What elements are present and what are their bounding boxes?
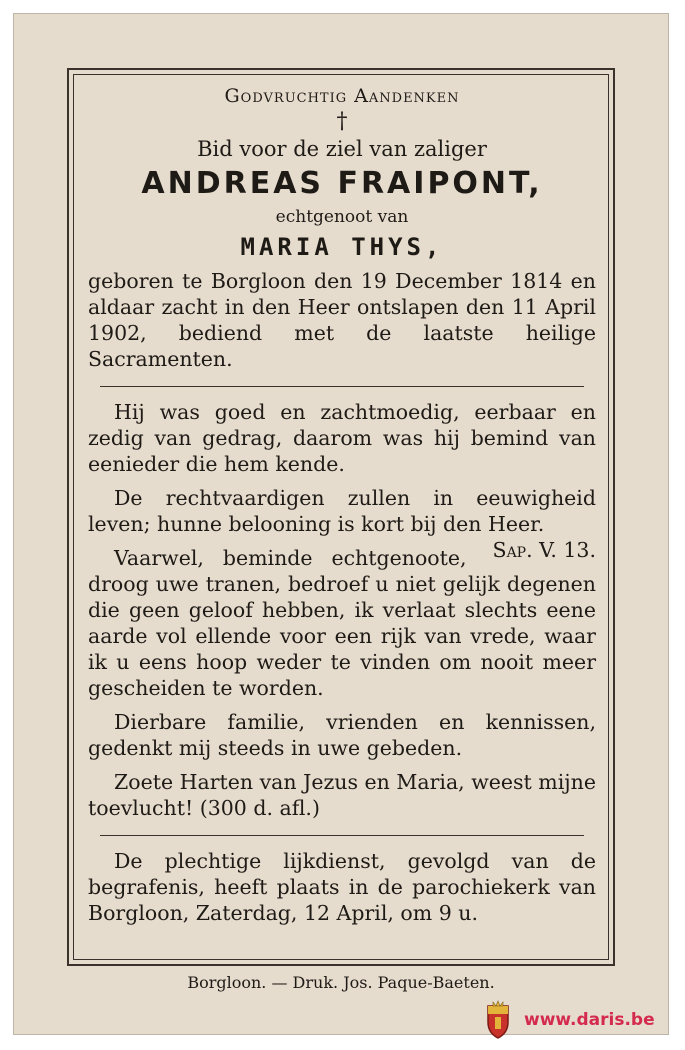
family-text: Dierbare familie, vrienden en kennissen, gedenkt mij steeds in uwe gebeden.	[88, 710, 596, 760]
pray-line: Bid voor de ziel van zaliger	[197, 137, 487, 161]
spouse-of-label: echtgenoot van	[275, 207, 409, 227]
printer-imprint: Borgloon. — Druk. Jos. Paque-Baeten.	[187, 973, 495, 992]
spouse-name: MARIA THYS,	[240, 233, 444, 261]
card-content	[88, 82, 596, 926]
shield-crest-icon	[484, 1000, 512, 1040]
scripture-text: De rechtvaardigen zullen in eeuwigheid leven; hunne belooning is kort bij den Heer.	[88, 486, 596, 536]
divider	[100, 386, 584, 387]
card-heading: Godvruchtig Aandenken	[224, 85, 460, 107]
birth-death-text: geboren te Borgloon den 19 December 1814 en aldaar zacht in den Heer ontslapen den 11 April 1902, bediend met de laatste heilige Sacramenten.	[88, 269, 596, 371]
divider	[100, 835, 584, 836]
prayer-text: Zoete Harten van Jezus en Maria, weest mijne toevlucht! (300 d. afl.)	[88, 770, 596, 820]
deceased-name: ANDREAS FRAIPONT,	[141, 166, 543, 201]
watermark-link[interactable]: www.daris.be	[524, 1010, 655, 1030]
scripture-reference: Sap. V. 13.	[492, 538, 596, 562]
virtue-text: Hij was goed en zachtmoedig, eerbaar en zedig van gedrag, daarom was hij bemind van eenieder die hem kende.	[88, 400, 596, 476]
cross-icon: †	[336, 109, 348, 134]
scripture-paragraph	[88, 485, 596, 562]
farewell-text: Vaarwel, beminde echtgenoote, droog uwe tranen, bedroef u niet gelijk degenen die geen geloof hebben, ik verlaat slechts eene aarde vol ellende voor een rijk van vrede, waar ik u eens hoop weder te vinden om nooit meer gescheiden te worden.	[88, 546, 596, 700]
funeral-text: De plechtige lijkdienst, gevolgd van de begrafenis, heeft plaats in de parochiekerk van Borgloon, Zaterdag, 12 April, om 9 u.	[88, 849, 596, 925]
